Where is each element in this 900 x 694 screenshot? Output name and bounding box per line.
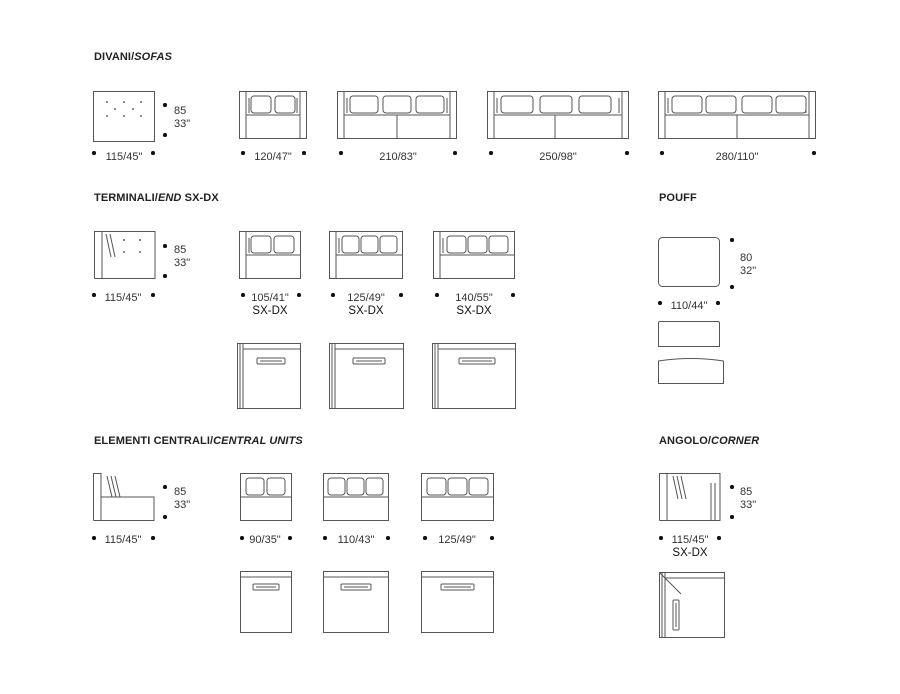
dimension-dot [730, 238, 734, 242]
sofa-250-drawing [487, 91, 629, 139]
pouff-width-label: 110/44" [670, 300, 708, 312]
dimension-dot [241, 293, 245, 297]
dimension-dot [511, 293, 515, 297]
end-unit-105-code: SX-DX [252, 305, 288, 317]
dimension-dot [716, 301, 720, 305]
central-unit-110-front-drawing [323, 473, 389, 521]
section-title-pouff: POUFF [659, 192, 697, 204]
end-unit-140-width: 140/55" [455, 292, 493, 304]
sofa-280-width: 280/110" [715, 151, 759, 163]
dimension-dot [386, 536, 390, 540]
dimension-dot [453, 151, 457, 155]
end-unit-140-code: SX-DX [456, 305, 492, 317]
central-unit-90-plan-drawing [240, 571, 292, 633]
corner-depth-label: 115/45" [671, 534, 709, 546]
pouff-top-view-drawing [658, 237, 720, 287]
dimension-dot [92, 293, 96, 297]
end-unit-height-in: 33" [174, 257, 191, 269]
central-unit-110-width: 110/43" [337, 534, 375, 546]
dimension-dot [423, 536, 427, 540]
dimension-dot [658, 301, 662, 305]
pouff-height-in: 32" [740, 265, 757, 277]
dimension-dot [625, 151, 629, 155]
dimension-dot [730, 485, 734, 489]
dimension-dot [297, 293, 301, 297]
central-unit-125-width: 125/49" [438, 534, 476, 546]
end-unit-side-view-drawing [94, 231, 156, 279]
dimension-dot [163, 103, 167, 107]
corner-height-in: 33" [740, 499, 757, 511]
dimension-dot [660, 151, 664, 155]
dimension-dot [241, 151, 245, 155]
pouff-side-view-drawing [658, 321, 720, 347]
dimension-dot [435, 293, 439, 297]
sofa-280-drawing [658, 91, 816, 139]
end-unit-depth-label: 115/45" [104, 292, 142, 304]
end-unit-105-width: 105/41" [251, 292, 289, 304]
central-unit-90-front-drawing [240, 473, 292, 521]
end-unit-125-code: SX-DX [348, 305, 384, 317]
dimension-dot [163, 244, 167, 248]
dimension-dot [730, 285, 734, 289]
dimension-dot [163, 515, 167, 519]
section-title-sofas: DIVANI/SOFAS [94, 51, 173, 63]
dimension-dot [812, 151, 816, 155]
central-unit-side-view-drawing [93, 473, 155, 521]
dimension-dot [730, 515, 734, 519]
end-unit-125-width: 125/49" [347, 292, 385, 304]
central-unit-depth-label: 115/45" [104, 534, 142, 546]
sofa-210-width: 210/83" [379, 151, 417, 163]
end-unit-105-front-drawing [239, 231, 301, 279]
dimension-dot [240, 536, 244, 540]
dimension-dot [399, 293, 403, 297]
dimension-dot [717, 536, 721, 540]
dimension-dot [151, 293, 155, 297]
dimension-dot [288, 536, 292, 540]
dimension-dot [490, 536, 494, 540]
dimension-dot [323, 536, 327, 540]
dimension-dot [163, 274, 167, 278]
end-unit-105-plan-drawing [237, 343, 301, 409]
end-unit-125-front-drawing [329, 231, 403, 279]
pouff-height-cm: 80 [740, 252, 753, 264]
dimension-dot [151, 151, 155, 155]
dimension-dot [92, 536, 96, 540]
sofa-120-width: 120/47" [254, 151, 292, 163]
sofa-120-drawing [239, 91, 307, 139]
central-unit-height-cm: 85 [174, 486, 187, 498]
corner-plan-drawing [659, 572, 725, 638]
sofa-height-in: 33" [174, 118, 191, 130]
end-unit-height-cm: 85 [174, 244, 187, 256]
dimension-dot [92, 151, 96, 155]
dimension-dot [151, 536, 155, 540]
dimension-dot [489, 151, 493, 155]
end-unit-140-plan-drawing [432, 343, 516, 409]
central-unit-125-front-drawing [421, 473, 494, 521]
central-unit-height-in: 33" [174, 499, 191, 511]
central-unit-110-plan-drawing [323, 571, 389, 633]
dimension-dot [302, 151, 306, 155]
central-unit-90-width: 90/35" [249, 534, 281, 546]
dimension-dot [163, 133, 167, 137]
sofa-height-cm: 85 [174, 105, 187, 117]
corner-height-cm: 85 [740, 486, 753, 498]
dimension-dot [659, 536, 663, 540]
dimension-dot [331, 293, 335, 297]
dimension-dot [339, 151, 343, 155]
end-unit-140-front-drawing [433, 231, 515, 279]
pouff-front-view-drawing [658, 357, 724, 384]
sofa-side-view-drawing [93, 91, 155, 143]
end-unit-125-plan-drawing [329, 343, 404, 409]
section-title-end-units: TERMINALI/END SX-DX [94, 192, 219, 204]
sofa-210-drawing [337, 91, 457, 139]
section-title-central-units: ELEMENTI CENTRALI/CENTRAL UNITS [94, 435, 303, 447]
corner-code: SX-DX [672, 547, 708, 559]
sofa-250-width: 250/98" [539, 151, 577, 163]
corner-side-view-drawing [659, 473, 721, 521]
sofa-depth-label: 115/45" [105, 151, 143, 163]
section-title-corner: ANGOLO/CORNER [659, 435, 760, 447]
central-unit-125-plan-drawing [421, 571, 494, 633]
dimension-dot [163, 485, 167, 489]
